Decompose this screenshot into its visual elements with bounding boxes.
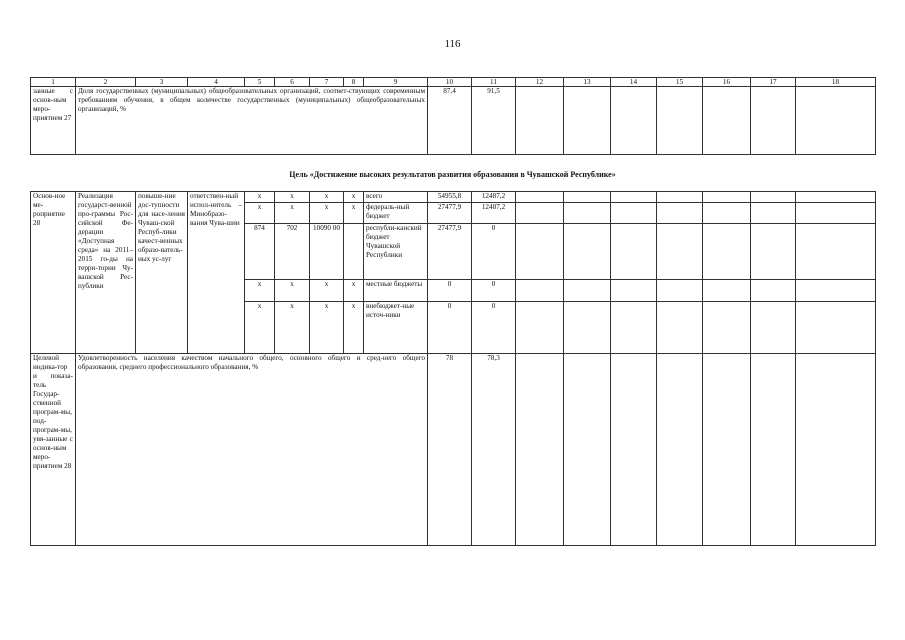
empty-cell <box>751 280 796 302</box>
funding-source: местные бюджеты <box>364 280 428 302</box>
empty-cell <box>516 280 564 302</box>
col-num: 5 <box>245 78 275 87</box>
code-cell: x <box>245 280 275 302</box>
table-top <box>30 77 876 155</box>
empty-cell <box>796 224 876 280</box>
funding-source: внебюджет-ные источ-ники <box>364 302 428 354</box>
empty-cell <box>703 302 751 354</box>
empty-cell <box>611 192 657 203</box>
col-num: 4 <box>188 78 245 87</box>
empty-cell <box>703 87 751 155</box>
empty-cell <box>564 192 611 203</box>
col-num: 2 <box>76 78 136 87</box>
table-row <box>31 87 876 155</box>
code-cell: x <box>344 280 364 302</box>
col-num: 16 <box>703 78 751 87</box>
value-col-11: 12487,2 <box>472 192 516 203</box>
col-num: 1 <box>31 78 76 87</box>
code-cell: x <box>310 192 344 203</box>
activity-name: Реализация государст-венной про-граммы Рос-сийской Фе-дерации «Доступная среда» на 2011–2015 го-ды на терри-тории Чу-вашской Рес-публики <box>76 192 136 354</box>
empty-cell <box>611 302 657 354</box>
code-cell: 874 <box>245 224 275 280</box>
code-cell: x <box>245 192 275 203</box>
col-num: 6 <box>275 78 310 87</box>
col-num: 13 <box>564 78 611 87</box>
target-indicator: Удовлетворенность населения качеством начального общего, основного общего и сред-него общего образования, среднего профессионального образования, % <box>76 354 428 546</box>
indicator-text: Доля государственных (муниципальных) общеобразовательных организаций, соответ-ствующих современным требованиям обучения, в общем количестве государственных (муниципальных) общеобразовательных организаций, % <box>76 87 428 155</box>
empty-cell <box>516 224 564 280</box>
empty-cell <box>657 354 703 546</box>
code-cell: x <box>344 192 364 203</box>
funding-source: федераль-ный бюджет <box>364 203 428 224</box>
value-col-11: 0 <box>472 280 516 302</box>
empty-cell <box>564 87 611 155</box>
value-col-10: 0 <box>428 280 472 302</box>
empty-cell <box>703 280 751 302</box>
empty-cell <box>751 87 796 155</box>
col-num: 8 <box>344 78 364 87</box>
value-col-11: 0 <box>472 302 516 354</box>
empty-cell <box>611 280 657 302</box>
empty-cell <box>751 302 796 354</box>
target-label: Целевой индика-тор и показа-тель Государ-ственной програм-мы, под-програм-мы, увя-занные с основ-ным меро-приятием 28 <box>31 354 76 546</box>
empty-cell <box>796 192 876 203</box>
empty-cell <box>796 280 876 302</box>
empty-cell <box>703 354 751 546</box>
col-num: 9 <box>364 78 428 87</box>
empty-cell <box>564 354 611 546</box>
value-col-10: 87,4 <box>428 87 472 155</box>
code-cell: x <box>275 302 310 354</box>
code-cell: x <box>310 280 344 302</box>
col-num: 3 <box>136 78 188 87</box>
empty-cell <box>611 203 657 224</box>
empty-cell <box>703 224 751 280</box>
row-label: занные с основ-ным меро-приятием 27 <box>31 87 76 155</box>
empty-cell <box>796 302 876 354</box>
goal-heading: Цель «Достижение высоких результатов развития образования в Чувашской Республике» <box>289 170 616 179</box>
col-num: 10 <box>428 78 472 87</box>
value-col-10: 27477,9 <box>428 203 472 224</box>
empty-cell <box>657 203 703 224</box>
empty-cell <box>516 203 564 224</box>
column-number-row <box>31 78 876 87</box>
value-col-10: 78 <box>428 354 472 546</box>
funding-source: всего <box>364 192 428 203</box>
code-cell: 10090 00 <box>310 224 344 280</box>
table-row <box>31 354 876 546</box>
value-col-10: 0 <box>428 302 472 354</box>
activity-goal: повыше-ние дос-тупности для насе-ления Чуваш-ской Респуб-лики качест-венных образо-ватель-ных ус-луг <box>136 192 188 354</box>
empty-cell <box>611 87 657 155</box>
col-num: 11 <box>472 78 516 87</box>
value-col-11: 78,3 <box>472 354 516 546</box>
empty-cell <box>657 280 703 302</box>
empty-cell <box>516 192 564 203</box>
code-cell: x <box>275 203 310 224</box>
empty-cell <box>657 87 703 155</box>
value-col-10: 54955,8 <box>428 192 472 203</box>
code-cell: x <box>245 203 275 224</box>
code-cell: x <box>245 302 275 354</box>
empty-cell <box>751 203 796 224</box>
empty-cell <box>796 354 876 546</box>
empty-cell <box>564 302 611 354</box>
col-num: 15 <box>657 78 703 87</box>
empty-cell <box>657 302 703 354</box>
empty-cell <box>751 224 796 280</box>
value-col-11: 12487,2 <box>472 203 516 224</box>
empty-cell <box>564 203 611 224</box>
page-number: 116 <box>444 38 461 50</box>
col-num: 17 <box>751 78 796 87</box>
code-cell <box>344 224 364 280</box>
empty-cell <box>703 192 751 203</box>
empty-cell <box>516 87 564 155</box>
col-num: 7 <box>310 78 344 87</box>
empty-cell <box>564 224 611 280</box>
empty-cell <box>611 224 657 280</box>
table-row <box>31 192 876 203</box>
col-num: 14 <box>611 78 657 87</box>
empty-cell <box>796 87 876 155</box>
code-cell: x <box>275 192 310 203</box>
empty-cell <box>796 203 876 224</box>
activity-executor: ответствен-ный испол-нитель – Минобразо-вания Чува-шии <box>188 192 245 354</box>
code-cell: x <box>310 203 344 224</box>
empty-cell <box>751 354 796 546</box>
empty-cell <box>611 354 657 546</box>
empty-cell <box>564 280 611 302</box>
code-cell: x <box>310 302 344 354</box>
empty-cell <box>516 302 564 354</box>
col-num: 18 <box>796 78 876 87</box>
empty-cell <box>516 354 564 546</box>
value-col-10: 27477,9 <box>428 224 472 280</box>
code-cell: x <box>344 203 364 224</box>
empty-cell <box>751 192 796 203</box>
empty-cell <box>657 224 703 280</box>
funding-source: республи-канский бюджет Чувашской Республики <box>364 224 428 280</box>
table-main <box>30 191 876 546</box>
empty-cell <box>657 192 703 203</box>
value-col-11: 0 <box>472 224 516 280</box>
code-cell: x <box>275 280 310 302</box>
code-cell: x <box>344 302 364 354</box>
activity-label: Основ-ное ме-роприятие 28 <box>31 192 76 354</box>
col-num: 12 <box>516 78 564 87</box>
value-col-11: 91,5 <box>472 87 516 155</box>
empty-cell <box>703 203 751 224</box>
code-cell: 702 <box>275 224 310 280</box>
